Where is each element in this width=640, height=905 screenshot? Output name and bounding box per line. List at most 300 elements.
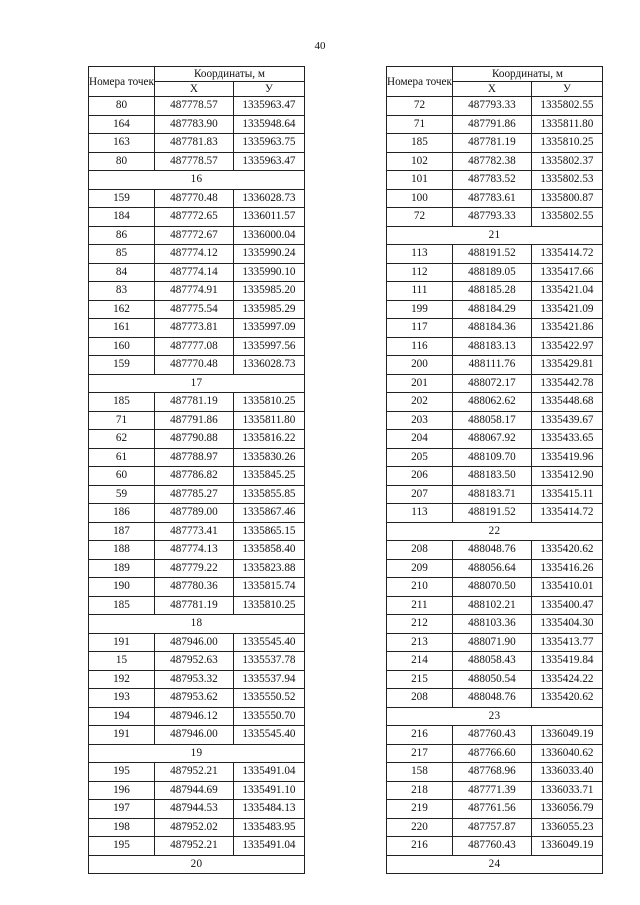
x-coordinate-cell: 487785.27 (154, 485, 233, 504)
header-y: У (531, 82, 602, 97)
x-coordinate-cell: 487760.43 (452, 726, 531, 745)
table-row (89, 800, 305, 819)
point-number-cell: 187 (89, 522, 155, 541)
y-coordinate-cell: 1335810.25 (531, 134, 602, 153)
y-coordinate-cell: 1335537.78 (233, 652, 304, 671)
section-header-row (387, 707, 603, 726)
x-coordinate-cell: 487952.21 (154, 837, 233, 856)
table-row (387, 541, 603, 560)
y-coordinate-cell: 1336040.62 (531, 744, 602, 763)
point-number-cell: 60 (89, 467, 155, 486)
point-number-cell: 215 (387, 670, 453, 689)
y-coordinate-cell: 1335550.70 (233, 707, 304, 726)
y-coordinate-cell: 1335823.88 (233, 559, 304, 578)
y-coordinate-cell: 1335802.55 (531, 208, 602, 227)
point-number-cell: 204 (387, 430, 453, 449)
point-number-cell: 15 (89, 652, 155, 671)
point-number-cell: 59 (89, 485, 155, 504)
x-coordinate-cell: 487791.86 (154, 411, 233, 430)
header-x: Х (452, 82, 531, 97)
table-row (89, 393, 305, 412)
table-row (387, 689, 603, 708)
y-coordinate-cell: 1335550.52 (233, 689, 304, 708)
x-coordinate-cell: 487772.67 (154, 226, 233, 245)
x-coordinate-cell: 488058.43 (452, 652, 531, 671)
x-coordinate-cell: 488058.17 (452, 411, 531, 430)
point-number-cell: 188 (89, 541, 155, 560)
y-coordinate-cell: 1335867.46 (233, 504, 304, 523)
y-coordinate-cell: 1335948.64 (233, 115, 304, 134)
point-number-cell: 101 (387, 171, 453, 190)
table-row (387, 615, 603, 634)
point-number-cell: 191 (89, 726, 155, 745)
table-row (89, 300, 305, 319)
table-row (387, 818, 603, 837)
point-number-cell: 113 (387, 245, 453, 264)
point-number-cell: 185 (89, 393, 155, 412)
point-number-cell: 186 (89, 504, 155, 523)
table-row (89, 356, 305, 375)
table-row (89, 226, 305, 245)
point-number-cell: 84 (89, 263, 155, 282)
y-coordinate-cell: 1335420.62 (531, 689, 602, 708)
y-coordinate-cell: 1335963.75 (233, 134, 304, 153)
table-row (387, 189, 603, 208)
point-number-cell: 100 (387, 189, 453, 208)
y-coordinate-cell: 1336055.23 (531, 818, 602, 837)
point-number-cell: 216 (387, 726, 453, 745)
table-row (89, 596, 305, 615)
x-coordinate-cell: 487768.96 (452, 763, 531, 782)
x-coordinate-cell: 488067.92 (452, 430, 531, 449)
point-number-cell: 164 (89, 115, 155, 134)
x-coordinate-cell: 487782.38 (452, 152, 531, 171)
page-number: 40 (314, 40, 326, 52)
x-coordinate-cell: 487788.97 (154, 448, 233, 467)
x-coordinate-cell: 487793.33 (452, 208, 531, 227)
table-row (89, 837, 305, 856)
point-number-cell: 195 (89, 763, 155, 782)
x-coordinate-cell: 488183.13 (452, 337, 531, 356)
point-number-cell: 219 (387, 800, 453, 819)
x-coordinate-cell: 488072.17 (452, 374, 531, 393)
point-number-cell: 191 (89, 633, 155, 652)
y-coordinate-cell: 1335990.10 (233, 263, 304, 282)
table-row (387, 485, 603, 504)
coordinates-table-left (88, 66, 305, 874)
y-coordinate-cell: 1335421.09 (531, 300, 602, 319)
x-coordinate-cell: 487771.39 (452, 781, 531, 800)
point-number-cell: 61 (89, 448, 155, 467)
table-row (387, 245, 603, 264)
x-coordinate-cell: 487953.62 (154, 689, 233, 708)
y-coordinate-cell: 1335985.20 (233, 282, 304, 301)
y-coordinate-cell: 1335448.68 (531, 393, 602, 412)
y-coordinate-cell: 1335484.13 (233, 800, 304, 819)
table-row (387, 726, 603, 745)
y-coordinate-cell: 1335997.09 (233, 319, 304, 338)
point-number-cell: 201 (387, 374, 453, 393)
table-row (387, 763, 603, 782)
table-row (89, 245, 305, 264)
y-coordinate-cell: 1335811.80 (233, 411, 304, 430)
y-coordinate-cell: 1335810.25 (233, 596, 304, 615)
table-row (387, 578, 603, 597)
x-coordinate-cell: 488185.28 (452, 282, 531, 301)
table-row (387, 263, 603, 282)
table-row (89, 448, 305, 467)
y-coordinate-cell: 1335410.01 (531, 578, 602, 597)
section-number: 17 (89, 374, 305, 393)
table-row (387, 744, 603, 763)
table-row (89, 134, 305, 153)
table-row (89, 522, 305, 541)
point-number-cell: 218 (387, 781, 453, 800)
y-coordinate-cell: 1335415.11 (531, 485, 602, 504)
section-header-row (387, 522, 603, 541)
y-coordinate-cell: 1335816.22 (233, 430, 304, 449)
table-row (387, 97, 603, 116)
table-row (89, 818, 305, 837)
point-number-cell: 214 (387, 652, 453, 671)
coordinates-table-right (386, 66, 603, 874)
point-number-cell: 206 (387, 467, 453, 486)
x-coordinate-cell: 487781.19 (154, 596, 233, 615)
x-coordinate-cell: 487781.83 (154, 134, 233, 153)
x-coordinate-cell: 487773.41 (154, 522, 233, 541)
y-coordinate-cell: 1335802.53 (531, 171, 602, 190)
point-number-cell: 205 (387, 448, 453, 467)
point-number-cell: 160 (89, 337, 155, 356)
y-coordinate-cell: 1335545.40 (233, 726, 304, 745)
point-number-cell: 85 (89, 245, 155, 264)
x-coordinate-cell: 487770.48 (154, 356, 233, 375)
point-number-cell: 162 (89, 300, 155, 319)
x-coordinate-cell: 487766.60 (452, 744, 531, 763)
point-number-cell: 192 (89, 670, 155, 689)
x-coordinate-cell: 487774.13 (154, 541, 233, 560)
table-row (387, 504, 603, 523)
y-coordinate-cell: 1335491.04 (233, 763, 304, 782)
x-coordinate-cell: 487953.32 (154, 670, 233, 689)
point-number-cell: 190 (89, 578, 155, 597)
point-number-cell: 194 (89, 707, 155, 726)
x-coordinate-cell: 488109.70 (452, 448, 531, 467)
y-coordinate-cell: 1336011.57 (233, 208, 304, 227)
x-coordinate-cell: 488183.50 (452, 467, 531, 486)
table-row (89, 578, 305, 597)
point-number-cell: 212 (387, 615, 453, 634)
y-coordinate-cell: 1335545.40 (233, 633, 304, 652)
section-header-row (387, 855, 603, 874)
table-row (387, 115, 603, 134)
table-row (89, 467, 305, 486)
table-row (89, 781, 305, 800)
y-coordinate-cell: 1336028.73 (233, 356, 304, 375)
x-coordinate-cell: 487789.00 (154, 504, 233, 523)
y-coordinate-cell: 1335855.85 (233, 485, 304, 504)
point-number-cell: 203 (387, 411, 453, 430)
x-coordinate-cell: 487778.57 (154, 97, 233, 116)
x-coordinate-cell: 487774.14 (154, 263, 233, 282)
y-coordinate-cell: 1335433.65 (531, 430, 602, 449)
section-number: 24 (387, 855, 603, 874)
table-row (387, 356, 603, 375)
point-number-cell: 72 (387, 97, 453, 116)
y-coordinate-cell: 1335990.24 (233, 245, 304, 264)
table-row (387, 152, 603, 171)
y-coordinate-cell: 1335858.40 (233, 541, 304, 560)
point-number-cell: 193 (89, 689, 155, 708)
point-number-cell: 207 (387, 485, 453, 504)
table-row (89, 726, 305, 745)
y-coordinate-cell: 1335424.22 (531, 670, 602, 689)
y-coordinate-cell: 1335412.90 (531, 467, 602, 486)
table-row (387, 633, 603, 652)
x-coordinate-cell: 488191.52 (452, 245, 531, 264)
y-coordinate-cell: 1335963.47 (233, 97, 304, 116)
y-coordinate-cell: 1335810.25 (233, 393, 304, 412)
point-number-cell: 198 (89, 818, 155, 837)
point-number-cell: 184 (89, 208, 155, 227)
y-coordinate-cell: 1335963.47 (233, 152, 304, 171)
y-coordinate-cell: 1335491.10 (233, 781, 304, 800)
y-coordinate-cell: 1335865.15 (233, 522, 304, 541)
y-coordinate-cell: 1335800.87 (531, 189, 602, 208)
point-number-cell: 116 (387, 337, 453, 356)
header-coordinates: Координаты, м (452, 67, 602, 82)
section-number: 19 (89, 744, 305, 763)
x-coordinate-cell: 488056.64 (452, 559, 531, 578)
point-number-cell: 159 (89, 189, 155, 208)
table-row (387, 134, 603, 153)
table-row (387, 467, 603, 486)
table-row (387, 559, 603, 578)
point-number-cell: 111 (387, 282, 453, 301)
table-row (89, 97, 305, 116)
y-coordinate-cell: 1335483.95 (233, 818, 304, 837)
table-row (387, 282, 603, 301)
point-number-cell: 208 (387, 689, 453, 708)
point-number-cell: 83 (89, 282, 155, 301)
table-row (89, 707, 305, 726)
point-number-cell: 62 (89, 430, 155, 449)
section-number: 16 (89, 171, 305, 190)
point-number-cell: 197 (89, 800, 155, 819)
table-row (387, 393, 603, 412)
y-coordinate-cell: 1335420.62 (531, 541, 602, 560)
point-number-cell: 195 (89, 837, 155, 856)
x-coordinate-cell: 487772.65 (154, 208, 233, 227)
point-number-cell: 117 (387, 319, 453, 338)
x-coordinate-cell: 487783.90 (154, 115, 233, 134)
table-row (387, 337, 603, 356)
table-row (387, 596, 603, 615)
y-coordinate-cell: 1335429.81 (531, 356, 602, 375)
x-coordinate-cell: 488103.36 (452, 615, 531, 634)
y-coordinate-cell: 1335442.78 (531, 374, 602, 393)
point-number-cell: 112 (387, 263, 453, 282)
table-row (89, 208, 305, 227)
x-coordinate-cell: 488071.90 (452, 633, 531, 652)
x-coordinate-cell: 487944.53 (154, 800, 233, 819)
table-row (387, 448, 603, 467)
table-row (89, 282, 305, 301)
table-row (89, 541, 305, 560)
x-coordinate-cell: 487775.54 (154, 300, 233, 319)
x-coordinate-cell: 487757.87 (452, 818, 531, 837)
point-number-cell: 71 (387, 115, 453, 134)
x-coordinate-cell: 487786.82 (154, 467, 233, 486)
y-coordinate-cell: 1335419.96 (531, 448, 602, 467)
x-coordinate-cell: 487946.12 (154, 707, 233, 726)
table-row (387, 430, 603, 449)
point-number-cell: 216 (387, 837, 453, 856)
x-coordinate-cell: 487770.48 (154, 189, 233, 208)
x-coordinate-cell: 487944.69 (154, 781, 233, 800)
header-points: Номера точек (387, 67, 453, 97)
y-coordinate-cell: 1336056.79 (531, 800, 602, 819)
y-coordinate-cell: 1335416.26 (531, 559, 602, 578)
point-number-cell: 208 (387, 541, 453, 560)
table-row (89, 263, 305, 282)
x-coordinate-cell: 488048.76 (452, 541, 531, 560)
y-coordinate-cell: 1335422.97 (531, 337, 602, 356)
y-coordinate-cell: 1335491.04 (233, 837, 304, 856)
table-row (89, 430, 305, 449)
y-coordinate-cell: 1335802.55 (531, 97, 602, 116)
point-number-cell: 213 (387, 633, 453, 652)
section-header-row (89, 171, 305, 190)
point-number-cell: 217 (387, 744, 453, 763)
point-number-cell: 185 (89, 596, 155, 615)
section-number: 21 (387, 226, 603, 245)
table-row (89, 152, 305, 171)
y-coordinate-cell: 1336033.40 (531, 763, 602, 782)
point-number-cell: 189 (89, 559, 155, 578)
header-x: Х (154, 82, 233, 97)
y-coordinate-cell: 1335414.72 (531, 504, 602, 523)
point-number-cell: 211 (387, 596, 453, 615)
y-coordinate-cell: 1336049.19 (531, 837, 602, 856)
point-number-cell: 200 (387, 356, 453, 375)
section-header-row (89, 744, 305, 763)
y-coordinate-cell: 1335845.25 (233, 467, 304, 486)
x-coordinate-cell: 488184.36 (452, 319, 531, 338)
table-row (89, 559, 305, 578)
table-row (89, 115, 305, 134)
x-coordinate-cell: 487793.33 (452, 97, 531, 116)
x-coordinate-cell: 488050.54 (452, 670, 531, 689)
y-coordinate-cell: 1335413.77 (531, 633, 602, 652)
y-coordinate-cell: 1336033.71 (531, 781, 602, 800)
y-coordinate-cell: 1335404.30 (531, 615, 602, 634)
x-coordinate-cell: 488062.62 (452, 393, 531, 412)
section-header-row (89, 855, 305, 874)
x-coordinate-cell: 488048.76 (452, 689, 531, 708)
table-row (387, 800, 603, 819)
point-number-cell: 72 (387, 208, 453, 227)
point-number-cell: 80 (89, 97, 155, 116)
table-row (89, 504, 305, 523)
x-coordinate-cell: 488183.71 (452, 485, 531, 504)
table-row (387, 670, 603, 689)
table-row (89, 319, 305, 338)
x-coordinate-cell: 487946.00 (154, 633, 233, 652)
table-row (89, 763, 305, 782)
x-coordinate-cell: 487777.08 (154, 337, 233, 356)
y-coordinate-cell: 1335830.26 (233, 448, 304, 467)
x-coordinate-cell: 487783.61 (452, 189, 531, 208)
y-coordinate-cell: 1335985.29 (233, 300, 304, 319)
section-number: 22 (387, 522, 603, 541)
table-row (387, 300, 603, 319)
x-coordinate-cell: 487773.81 (154, 319, 233, 338)
y-coordinate-cell: 1335537.94 (233, 670, 304, 689)
table-row (387, 837, 603, 856)
point-number-cell: 202 (387, 393, 453, 412)
x-coordinate-cell: 487952.02 (154, 818, 233, 837)
x-coordinate-cell: 487780.36 (154, 578, 233, 597)
x-coordinate-cell: 487778.57 (154, 152, 233, 171)
y-coordinate-cell: 1335421.86 (531, 319, 602, 338)
table-row (387, 411, 603, 430)
section-number: 18 (89, 615, 305, 634)
y-coordinate-cell: 1335811.80 (531, 115, 602, 134)
x-coordinate-cell: 487779.22 (154, 559, 233, 578)
y-coordinate-cell: 1335802.37 (531, 152, 602, 171)
x-coordinate-cell: 487952.21 (154, 763, 233, 782)
point-number-cell: 199 (387, 300, 453, 319)
table-row (89, 189, 305, 208)
table-row (89, 411, 305, 430)
y-coordinate-cell: 1335419.84 (531, 652, 602, 671)
point-number-cell: 220 (387, 818, 453, 837)
section-number: 23 (387, 707, 603, 726)
point-number-cell: 71 (89, 411, 155, 430)
y-coordinate-cell: 1336049.19 (531, 726, 602, 745)
y-coordinate-cell: 1335997.56 (233, 337, 304, 356)
table-row (387, 171, 603, 190)
point-number-cell: 86 (89, 226, 155, 245)
point-number-cell: 80 (89, 152, 155, 171)
table-row (387, 374, 603, 393)
point-number-cell: 196 (89, 781, 155, 800)
x-coordinate-cell: 487790.88 (154, 430, 233, 449)
section-header-row (89, 374, 305, 393)
header-y: У (233, 82, 304, 97)
table-row (89, 670, 305, 689)
x-coordinate-cell: 488191.52 (452, 504, 531, 523)
y-coordinate-cell: 1336000.04 (233, 226, 304, 245)
section-header-row (89, 615, 305, 634)
table-row (89, 652, 305, 671)
x-coordinate-cell: 487781.19 (452, 134, 531, 153)
point-number-cell: 163 (89, 134, 155, 153)
y-coordinate-cell: 1335414.72 (531, 245, 602, 264)
x-coordinate-cell: 487952.63 (154, 652, 233, 671)
x-coordinate-cell: 487760.43 (452, 837, 531, 856)
table-row (387, 652, 603, 671)
section-header-row (387, 226, 603, 245)
point-number-cell: 161 (89, 319, 155, 338)
x-coordinate-cell: 487761.56 (452, 800, 531, 819)
header-points: Номера точек (89, 67, 155, 97)
y-coordinate-cell: 1336028.73 (233, 189, 304, 208)
x-coordinate-cell: 488070.50 (452, 578, 531, 597)
x-coordinate-cell: 488184.29 (452, 300, 531, 319)
x-coordinate-cell: 487783.52 (452, 171, 531, 190)
